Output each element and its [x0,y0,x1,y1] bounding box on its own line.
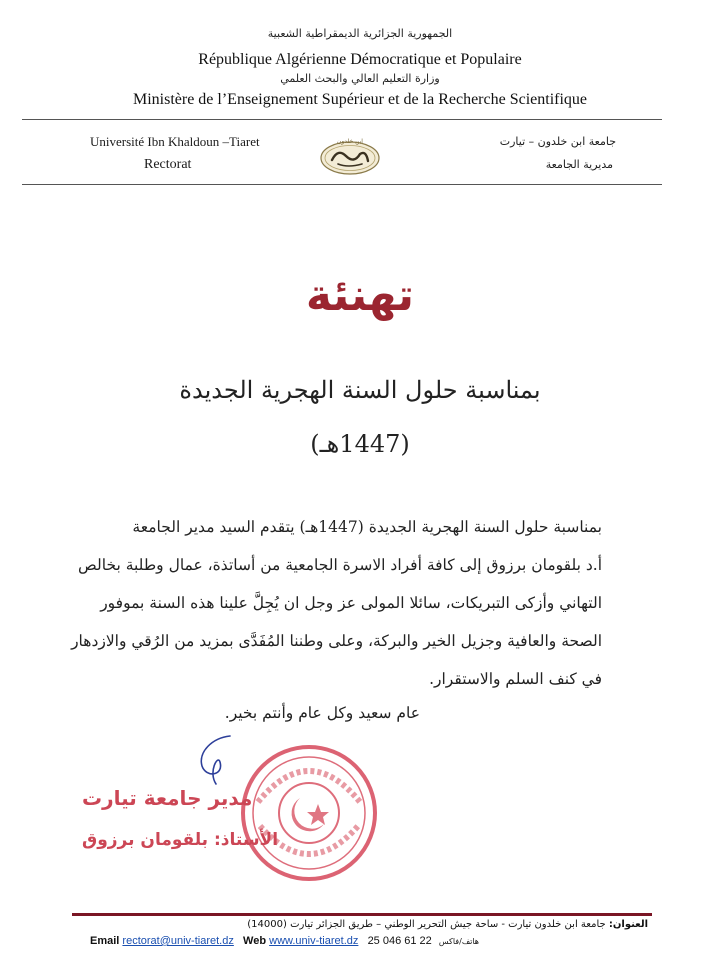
logo-text: ابن خلدون [337,138,363,145]
body-line: الصحة والعافية وجزيل الخير والبركة، وعلى وطننا المُفَدَّى بمزيد من الرُقي والازدهار [71,632,602,650]
hijri-year: (1447هـ) [310,430,410,458]
email-link[interactable]: rectorat@univ-tiaret.dz [122,935,234,947]
footer-address [78,919,648,930]
rectorat-french: Rectorat [144,157,192,172]
rectorat-arabic: مديرية الجامعة [545,158,613,171]
stamp-name: الأستاذ: بلقومان برزوق [82,830,279,850]
body-line: التهاني وأزكى التبريكات، سائلا المولى عز وجل ان يُجِلَّ علينا هذه السنة بموفور [100,594,602,612]
official-seal [238,742,380,884]
document-subtitle: بمناسبة حلول السنة الهجرية الجديدة [179,376,541,404]
university-name-arabic: جامعة ابن خلدون – تيارت [499,135,616,148]
address-label: العنوان: [608,919,648,930]
republic-french: République Algérienne Démocratique et Populaire [198,51,522,68]
message-body [71,508,602,698]
ministry-arabic: وزارة التعليم العالي والبحث العلمي [280,72,440,85]
university-logo [318,134,382,178]
header-divider-bottom [22,184,662,185]
footer-contact [90,935,479,947]
web-label: Web [243,935,267,947]
email-label: Email [90,935,120,947]
header-divider-top [22,119,662,120]
body-line: في كنف السلم والاستقرار. [429,670,602,688]
stamp-title: مدير جامعة تيارت [82,786,253,810]
phone-label: هاتف/فاكس [438,937,479,946]
footer-rule [72,913,652,916]
republic-arabic: الجمهورية الجزائرية الديمقراطية الشعبية [267,27,453,40]
ministry-french: Ministère de l’Enseignement Supérieur et de la Recherche Scientifique [132,91,588,108]
web-link[interactable]: www.univ-tiaret.dz [269,935,359,947]
document-title: تهنئة [305,270,415,321]
university-name-french: Université Ibn Khaldoun –Tiaret [90,134,260,149]
address-text: جامعة ابن خلدون تيارت - ساحة جيش التحرير الوطني – طريق الجزائر تيارت (14000) [247,919,606,930]
phone-number: 25 046 61 22 [367,935,432,947]
body-line: أ.د بلقومان برزوق إلى كافة أفراد الاسرة الجامعية من أساتذة، عمال وطلبة بخالص [78,556,602,574]
body-line: بمناسبة حلول السنة الهجرية الجديدة (1447هـ) يتقدم السيد مدير الجامعة [132,518,602,536]
greeting-line: عام سعيد وكل عام وأنتم بخير. [224,704,420,722]
